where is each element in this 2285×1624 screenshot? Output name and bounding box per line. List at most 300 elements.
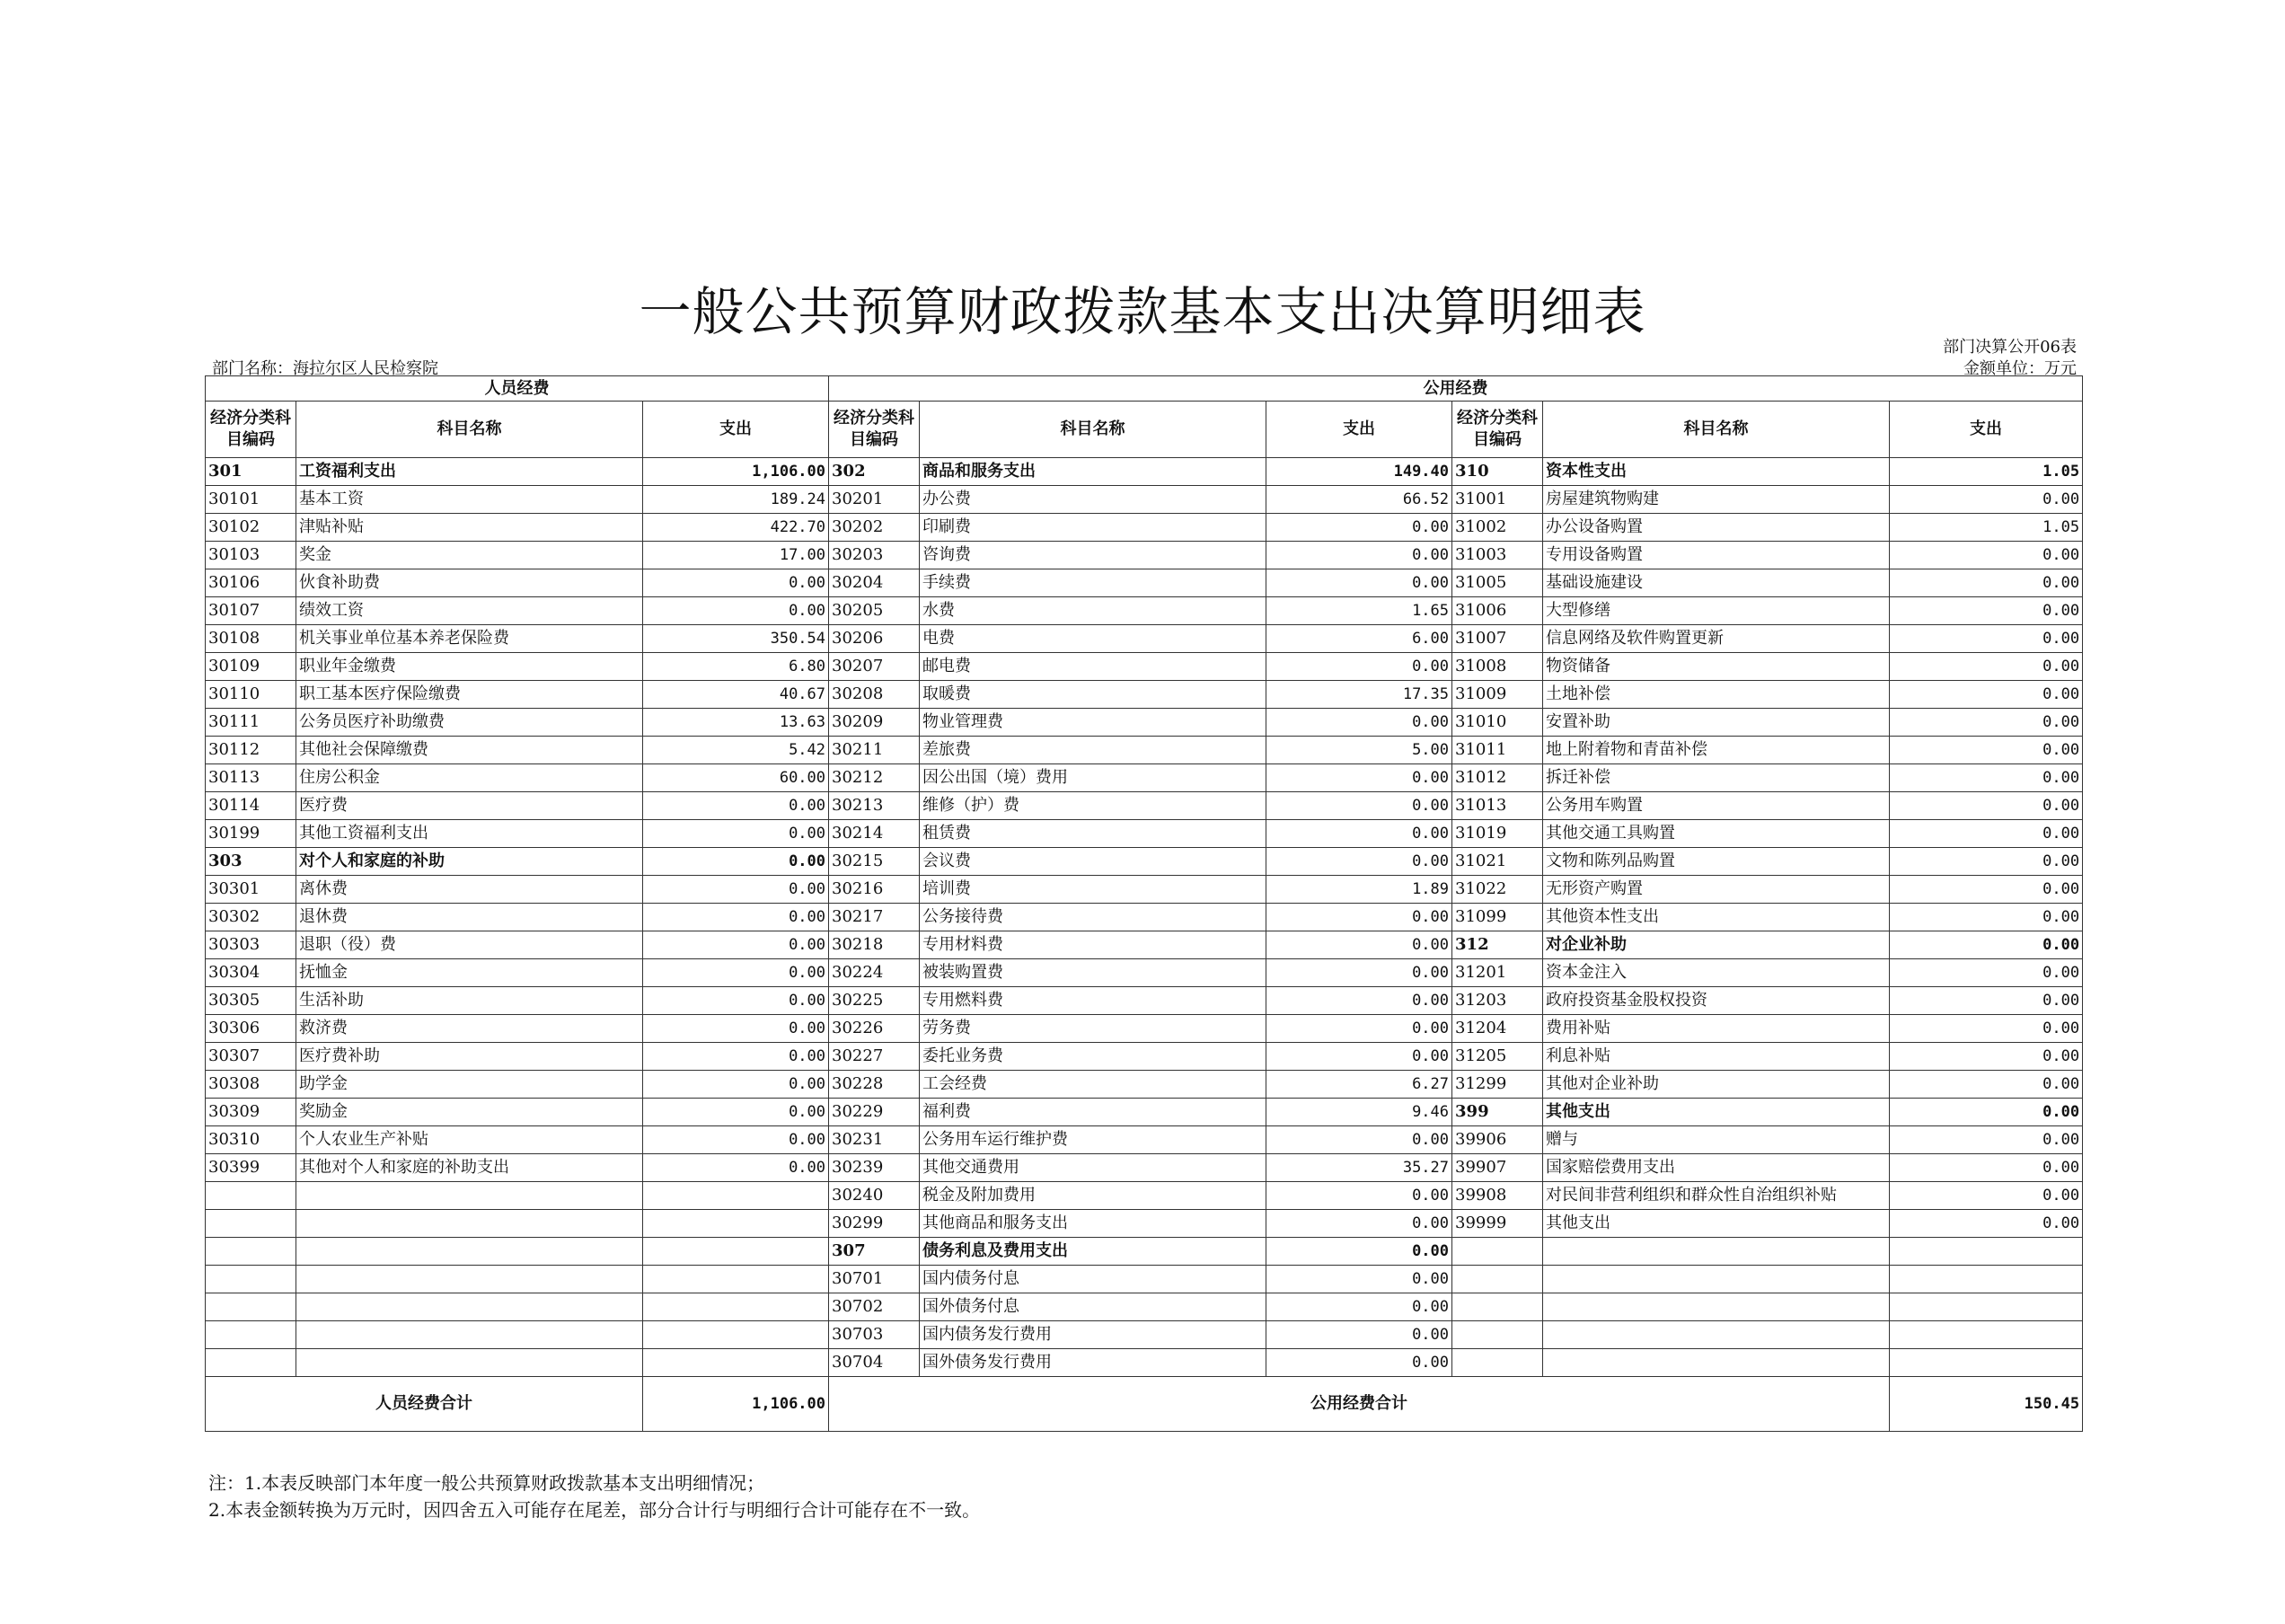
- code-cell: 301: [206, 458, 296, 486]
- amount-cell: 0.00: [643, 1126, 829, 1154]
- table-row: [206, 1071, 2083, 1099]
- amount-cell: 35.27: [1266, 1154, 1452, 1182]
- name-cell: 医疗费: [296, 792, 643, 820]
- code-cell: 30110: [206, 681, 296, 709]
- code-cell: 31012: [1452, 764, 1543, 792]
- code-cell: 30103: [206, 542, 296, 569]
- personnel-header: 人员经费: [206, 376, 829, 402]
- name-cell: 其他商品和服务支出: [920, 1210, 1266, 1238]
- amount-cell: 5.00: [1266, 737, 1452, 764]
- note-line: 注：1.本表反映部门本年度一般公共预算财政拨款基本支出明细情况；: [208, 1472, 765, 1494]
- code-cell: 31002: [1452, 514, 1543, 542]
- code-cell: 31205: [1452, 1043, 1543, 1071]
- code-cell: 310: [1452, 458, 1543, 486]
- amount-cell: 0.00: [1890, 681, 2083, 709]
- code-cell: 31204: [1452, 1015, 1543, 1043]
- code-cell: 30218: [829, 931, 920, 959]
- amount-cell: 0.00: [643, 959, 829, 987]
- name-cell: 其他交通费用: [920, 1154, 1266, 1182]
- table-row: [206, 764, 2083, 792]
- amount-cell: 0.00: [1266, 904, 1452, 931]
- amount-cell: [643, 1349, 829, 1377]
- amount-cell: 0.00: [1266, 792, 1452, 820]
- name-cell: 其他工资福利支出: [296, 820, 643, 848]
- code-cell: 30113: [206, 764, 296, 792]
- code-cell: 30306: [206, 1015, 296, 1043]
- code-cell: 30199: [206, 820, 296, 848]
- amount-cell: 0.00: [1890, 597, 2083, 625]
- table-row: [206, 542, 2083, 569]
- amount-cell: 0.00: [643, 1043, 829, 1071]
- name-cell: 公务用车购置: [1543, 792, 1890, 820]
- name-cell: 国内债务发行费用: [920, 1321, 1266, 1349]
- amount-cell: [643, 1210, 829, 1238]
- name-cell: 工会经费: [920, 1071, 1266, 1099]
- code-cell: 30215: [829, 848, 920, 876]
- table-row: [206, 820, 2083, 848]
- public-total-label: 公用经费合计: [829, 1377, 1890, 1432]
- name-cell: 助学金: [296, 1071, 643, 1099]
- code-cell: 30206: [829, 625, 920, 653]
- name-cell: 工资福利支出: [296, 458, 643, 486]
- name-cell: [296, 1349, 643, 1377]
- amount-cell: 9.46: [1266, 1099, 1452, 1126]
- amount-cell: [643, 1321, 829, 1349]
- name-cell: 绩效工资: [296, 597, 643, 625]
- code-header: 经济分类科目编码: [206, 402, 296, 458]
- name-cell: 退休费: [296, 904, 643, 931]
- code-cell: 30240: [829, 1182, 920, 1210]
- amount-cell: 0.00: [1890, 569, 2083, 597]
- name-cell: [1543, 1266, 1890, 1293]
- name-cell: 机关事业单位基本养老保险费: [296, 625, 643, 653]
- amount-cell: 0.00: [1266, 1349, 1452, 1377]
- name-cell: 生活补助: [296, 987, 643, 1015]
- amount-cell: 0.00: [1890, 1210, 2083, 1238]
- table-row: [206, 987, 2083, 1015]
- name-cell: 其他对企业补助: [1543, 1071, 1890, 1099]
- code-cell: 31006: [1452, 597, 1543, 625]
- amount-cell: 0.00: [1890, 653, 2083, 681]
- code-cell: 30204: [829, 569, 920, 597]
- name-cell: 政府投资基金股权投资: [1543, 987, 1890, 1015]
- amount-cell: 6.00: [1266, 625, 1452, 653]
- amount-cell: 0.00: [643, 820, 829, 848]
- code-cell: 31013: [1452, 792, 1543, 820]
- table-code-label: 部门决算公开06表: [1943, 338, 2077, 357]
- name-cell: 物业管理费: [920, 709, 1266, 737]
- amount-cell: 0.00: [1890, 1071, 2083, 1099]
- amount-cell: 0.00: [1266, 931, 1452, 959]
- amount-cell: 0.00: [1890, 848, 2083, 876]
- table-row: [206, 1043, 2083, 1071]
- amount-cell: 0.00: [1890, 904, 2083, 931]
- code-cell: [1452, 1293, 1543, 1321]
- name-cell: 大型修缮: [1543, 597, 1890, 625]
- name-cell: 专用材料费: [920, 931, 1266, 959]
- name-cell: 资本金注入: [1543, 959, 1890, 987]
- name-cell: 专用设备购置: [1543, 542, 1890, 569]
- code-cell: 39906: [1452, 1126, 1543, 1154]
- amount-cell: 0.00: [1890, 542, 2083, 569]
- amount-cell: 6.80: [643, 653, 829, 681]
- amount-cell: 0.00: [1890, 876, 2083, 904]
- name-cell: 津贴补贴: [296, 514, 643, 542]
- code-cell: 30209: [829, 709, 920, 737]
- code-cell: 30214: [829, 820, 920, 848]
- code-cell: [206, 1266, 296, 1293]
- amount-cell: 149.40: [1266, 458, 1452, 486]
- amount-cell: 0.00: [643, 931, 829, 959]
- code-cell: 30202: [829, 514, 920, 542]
- code-cell: 31201: [1452, 959, 1543, 987]
- table-row: [206, 737, 2083, 764]
- amount-cell: 0.00: [1266, 764, 1452, 792]
- name-cell: 取暖费: [920, 681, 1266, 709]
- public-header: 公用经费: [829, 376, 2083, 402]
- amount-cell: 0.00: [1266, 1238, 1452, 1266]
- amount-cell: 0.00: [1890, 1182, 2083, 1210]
- code-cell: 30301: [206, 876, 296, 904]
- code-cell: 30217: [829, 904, 920, 931]
- name-header: 科目名称: [296, 402, 643, 458]
- code-cell: 30307: [206, 1043, 296, 1071]
- amount-cell: 13.63: [643, 709, 829, 737]
- name-cell: 职工基本医疗保险缴费: [296, 681, 643, 709]
- amount-cell: 0.00: [1890, 486, 2083, 514]
- name-cell: 资本性支出: [1543, 458, 1890, 486]
- table-row: [206, 709, 2083, 737]
- table-row: [206, 876, 2083, 904]
- amount-cell: 6.27: [1266, 1071, 1452, 1099]
- code-cell: 30102: [206, 514, 296, 542]
- name-cell: 退职（役）费: [296, 931, 643, 959]
- code-cell: 307: [829, 1238, 920, 1266]
- code-cell: 30114: [206, 792, 296, 820]
- amount-cell: 0.00: [643, 987, 829, 1015]
- code-cell: 31019: [1452, 820, 1543, 848]
- amount-cell: 0.00: [1266, 1043, 1452, 1071]
- table-row: [206, 1099, 2083, 1126]
- code-cell: 302: [829, 458, 920, 486]
- amount-cell: [643, 1293, 829, 1321]
- amount-cell: 1,106.00: [643, 458, 829, 486]
- table-row: [206, 458, 2083, 486]
- table-row: [206, 486, 2083, 514]
- name-cell: [296, 1210, 643, 1238]
- table-row: [206, 1266, 2083, 1293]
- table-row: [206, 1238, 2083, 1266]
- code-cell: 30702: [829, 1293, 920, 1321]
- table-row: [206, 792, 2083, 820]
- personnel-total-value: 1,106.00: [643, 1377, 829, 1432]
- name-cell: 安置补助: [1543, 709, 1890, 737]
- name-cell: 离休费: [296, 876, 643, 904]
- name-cell: 培训费: [920, 876, 1266, 904]
- code-cell: 30211: [829, 737, 920, 764]
- code-cell: 30101: [206, 486, 296, 514]
- amount-cell: 0.00: [643, 1154, 829, 1182]
- amount-cell: 0.00: [1266, 1126, 1452, 1154]
- code-cell: 30299: [829, 1210, 920, 1238]
- name-cell: 信息网络及软件购置更新: [1543, 625, 1890, 653]
- name-cell: 公务员医疗补助缴费: [296, 709, 643, 737]
- amount-cell: 0.00: [1266, 1293, 1452, 1321]
- code-cell: 30228: [829, 1071, 920, 1099]
- table-row: [206, 1182, 2083, 1210]
- table-row: [206, 959, 2083, 987]
- code-cell: [1452, 1266, 1543, 1293]
- table-row: [206, 848, 2083, 876]
- name-cell: 债务利息及费用支出: [920, 1238, 1266, 1266]
- amount-cell: [643, 1182, 829, 1210]
- amount-cell: 1.05: [1890, 514, 2083, 542]
- amount-cell: 0.00: [1266, 1015, 1452, 1043]
- code-cell: [1452, 1349, 1543, 1377]
- name-cell: 商品和服务支出: [920, 458, 1266, 486]
- amount-cell: 0.00: [1266, 514, 1452, 542]
- page-title: 一般公共预算财政拨款基本支出决算明细表: [639, 281, 1646, 342]
- name-cell: 电费: [920, 625, 1266, 653]
- name-cell: 其他交通工具购置: [1543, 820, 1890, 848]
- code-cell: 39999: [1452, 1210, 1543, 1238]
- department-label: 部门名称：海拉尔区人民检察院: [212, 359, 438, 378]
- expenditure-table: [205, 375, 2083, 1432]
- code-cell: 30207: [829, 653, 920, 681]
- code-cell: 30216: [829, 876, 920, 904]
- amount-cell: 0.00: [643, 904, 829, 931]
- code-header: 经济分类科目编码: [1452, 402, 1543, 458]
- amount-cell: 60.00: [643, 764, 829, 792]
- name-cell: 其他社会保障缴费: [296, 737, 643, 764]
- code-cell: 31099: [1452, 904, 1543, 931]
- code-cell: 30208: [829, 681, 920, 709]
- name-cell: 国外债务付息: [920, 1293, 1266, 1321]
- amount-cell: 0.00: [1890, 792, 2083, 820]
- code-cell: 30203: [829, 542, 920, 569]
- code-cell: 31001: [1452, 486, 1543, 514]
- name-cell: 住房公积金: [296, 764, 643, 792]
- amount-cell: 17.00: [643, 542, 829, 569]
- name-cell: 伙食补助费: [296, 569, 643, 597]
- code-cell: 30229: [829, 1099, 920, 1126]
- name-cell: 公务用车运行维护费: [920, 1126, 1266, 1154]
- name-cell: 手续费: [920, 569, 1266, 597]
- name-cell: 基础设施建设: [1543, 569, 1890, 597]
- code-cell: 30107: [206, 597, 296, 625]
- name-cell: 福利费: [920, 1099, 1266, 1126]
- name-cell: 职业年金缴费: [296, 653, 643, 681]
- table-row: [206, 514, 2083, 542]
- amount-cell: 0.00: [1266, 1210, 1452, 1238]
- name-cell: 物资储备: [1543, 653, 1890, 681]
- code-cell: 30239: [829, 1154, 920, 1182]
- code-cell: 39908: [1452, 1182, 1543, 1210]
- name-cell: [296, 1293, 643, 1321]
- amount-cell: 1.05: [1890, 458, 2083, 486]
- table-row: [206, 931, 2083, 959]
- amount-cell: 0.00: [1266, 820, 1452, 848]
- name-cell: [296, 1238, 643, 1266]
- code-cell: [206, 1210, 296, 1238]
- code-cell: 30108: [206, 625, 296, 653]
- name-cell: 印刷费: [920, 514, 1266, 542]
- name-cell: 救济费: [296, 1015, 643, 1043]
- name-cell: [296, 1266, 643, 1293]
- amount-cell: 0.00: [1890, 931, 2083, 959]
- amount-cell: 0.00: [1890, 1015, 2083, 1043]
- code-cell: 30109: [206, 653, 296, 681]
- amount-cell: [1890, 1293, 2083, 1321]
- code-cell: 30201: [829, 486, 920, 514]
- table-row: [206, 597, 2083, 625]
- group-header-row: [206, 376, 2083, 402]
- code-cell: 303: [206, 848, 296, 876]
- name-header: 科目名称: [920, 402, 1266, 458]
- amount-cell: 0.00: [1266, 569, 1452, 597]
- code-cell: 30704: [829, 1349, 920, 1377]
- code-cell: 399: [1452, 1099, 1543, 1126]
- name-cell: 咨询费: [920, 542, 1266, 569]
- code-cell: 30703: [829, 1321, 920, 1349]
- amount-cell: 0.00: [1890, 1043, 2083, 1071]
- notes: [208, 1470, 980, 1523]
- amount-cell: 350.54: [643, 625, 829, 653]
- name-cell: 地上附着物和青苗补偿: [1543, 737, 1890, 764]
- code-cell: [206, 1238, 296, 1266]
- table-row: [206, 569, 2083, 597]
- code-header: 经济分类科目编码: [829, 402, 920, 458]
- code-cell: [1452, 1321, 1543, 1349]
- code-cell: 30304: [206, 959, 296, 987]
- code-cell: 39907: [1452, 1154, 1543, 1182]
- note-line: 2.本表金额转换为万元时，因四舍五入可能存在尾差，部分合计行与明细行合计可能存在不一致。: [208, 1499, 981, 1521]
- code-cell: 30231: [829, 1126, 920, 1154]
- name-cell: 抚恤金: [296, 959, 643, 987]
- code-cell: 30224: [829, 959, 920, 987]
- name-cell: 文物和陈列品购置: [1543, 848, 1890, 876]
- amount-cell: [1890, 1266, 2083, 1293]
- amount-cell: 0.00: [643, 792, 829, 820]
- name-cell: 土地补偿: [1543, 681, 1890, 709]
- table-row: [206, 681, 2083, 709]
- amount-cell: [1890, 1349, 2083, 1377]
- amount-cell: 0.00: [643, 1099, 829, 1126]
- table-row: [206, 1349, 2083, 1377]
- amount-cell: 0.00: [1266, 848, 1452, 876]
- personnel-total-label: 人员经费合计: [206, 1377, 643, 1432]
- amount-cell: 0.00: [643, 848, 829, 876]
- amount-header: 支出: [1266, 402, 1452, 458]
- amount-cell: 0.00: [643, 876, 829, 904]
- amount-cell: 0.00: [1266, 542, 1452, 569]
- code-cell: 30701: [829, 1266, 920, 1293]
- code-cell: 30309: [206, 1099, 296, 1126]
- amount-cell: [643, 1266, 829, 1293]
- amount-cell: 40.67: [643, 681, 829, 709]
- code-cell: 31007: [1452, 625, 1543, 653]
- totals-row: [206, 1377, 2083, 1432]
- amount-cell: 0.00: [1266, 959, 1452, 987]
- name-cell: 个人农业生产补贴: [296, 1126, 643, 1154]
- amount-cell: 0.00: [1266, 709, 1452, 737]
- name-cell: 国外债务发行费用: [920, 1349, 1266, 1377]
- amount-cell: 422.70: [643, 514, 829, 542]
- name-cell: 被装购置费: [920, 959, 1266, 987]
- code-cell: 30225: [829, 987, 920, 1015]
- column-header-row: [206, 402, 2083, 458]
- code-cell: 31009: [1452, 681, 1543, 709]
- name-cell: 专用燃料费: [920, 987, 1266, 1015]
- code-cell: 312: [1452, 931, 1543, 959]
- name-cell: 维修（护）费: [920, 792, 1266, 820]
- code-cell: 30226: [829, 1015, 920, 1043]
- name-cell: 利息补贴: [1543, 1043, 1890, 1071]
- amount-cell: 0.00: [643, 569, 829, 597]
- name-cell: 国家赔偿费用支出: [1543, 1154, 1890, 1182]
- amount-cell: 66.52: [1266, 486, 1452, 514]
- name-cell: 公务接待费: [920, 904, 1266, 931]
- amount-cell: [1890, 1238, 2083, 1266]
- code-cell: 31010: [1452, 709, 1543, 737]
- code-cell: 30308: [206, 1071, 296, 1099]
- amount-cell: 0.00: [1890, 959, 2083, 987]
- name-cell: 税金及附加费用: [920, 1182, 1266, 1210]
- code-cell: 30213: [829, 792, 920, 820]
- unit-label: 金额单位：万元: [1963, 359, 2077, 378]
- code-cell: 30111: [206, 709, 296, 737]
- name-cell: 基本工资: [296, 486, 643, 514]
- name-cell: [1543, 1321, 1890, 1349]
- amount-cell: [1890, 1321, 2083, 1349]
- amount-cell: 0.00: [1266, 653, 1452, 681]
- name-cell: 赠与: [1543, 1126, 1890, 1154]
- code-cell: 30399: [206, 1154, 296, 1182]
- name-cell: [1543, 1293, 1890, 1321]
- amount-cell: 0.00: [1890, 709, 2083, 737]
- table-row: [206, 1321, 2083, 1349]
- name-cell: 因公出国（境）费用: [920, 764, 1266, 792]
- code-cell: 30227: [829, 1043, 920, 1071]
- code-cell: 30212: [829, 764, 920, 792]
- amount-cell: 0.00: [1890, 737, 2083, 764]
- table-row: [206, 1210, 2083, 1238]
- amount-cell: 0.00: [1890, 987, 2083, 1015]
- code-cell: [206, 1321, 296, 1349]
- name-cell: 国内债务付息: [920, 1266, 1266, 1293]
- name-cell: 对民间非营利组织和群众性自治组织补贴: [1543, 1182, 1890, 1210]
- name-cell: 委托业务费: [920, 1043, 1266, 1071]
- code-cell: 31008: [1452, 653, 1543, 681]
- code-cell: 31011: [1452, 737, 1543, 764]
- amount-cell: 0.00: [643, 1015, 829, 1043]
- code-cell: 31022: [1452, 876, 1543, 904]
- code-cell: [206, 1182, 296, 1210]
- name-cell: [296, 1182, 643, 1210]
- code-cell: 30305: [206, 987, 296, 1015]
- name-cell: 劳务费: [920, 1015, 1266, 1043]
- amount-cell: 1.89: [1266, 876, 1452, 904]
- table-row: [206, 625, 2083, 653]
- code-cell: 30302: [206, 904, 296, 931]
- name-cell: [1543, 1349, 1890, 1377]
- amount-cell: 0.00: [1266, 1266, 1452, 1293]
- amount-cell: 5.42: [643, 737, 829, 764]
- amount-cell: 17.35: [1266, 681, 1452, 709]
- amount-cell: 0.00: [1890, 1099, 2083, 1126]
- table-row: [206, 1126, 2083, 1154]
- name-cell: 邮电费: [920, 653, 1266, 681]
